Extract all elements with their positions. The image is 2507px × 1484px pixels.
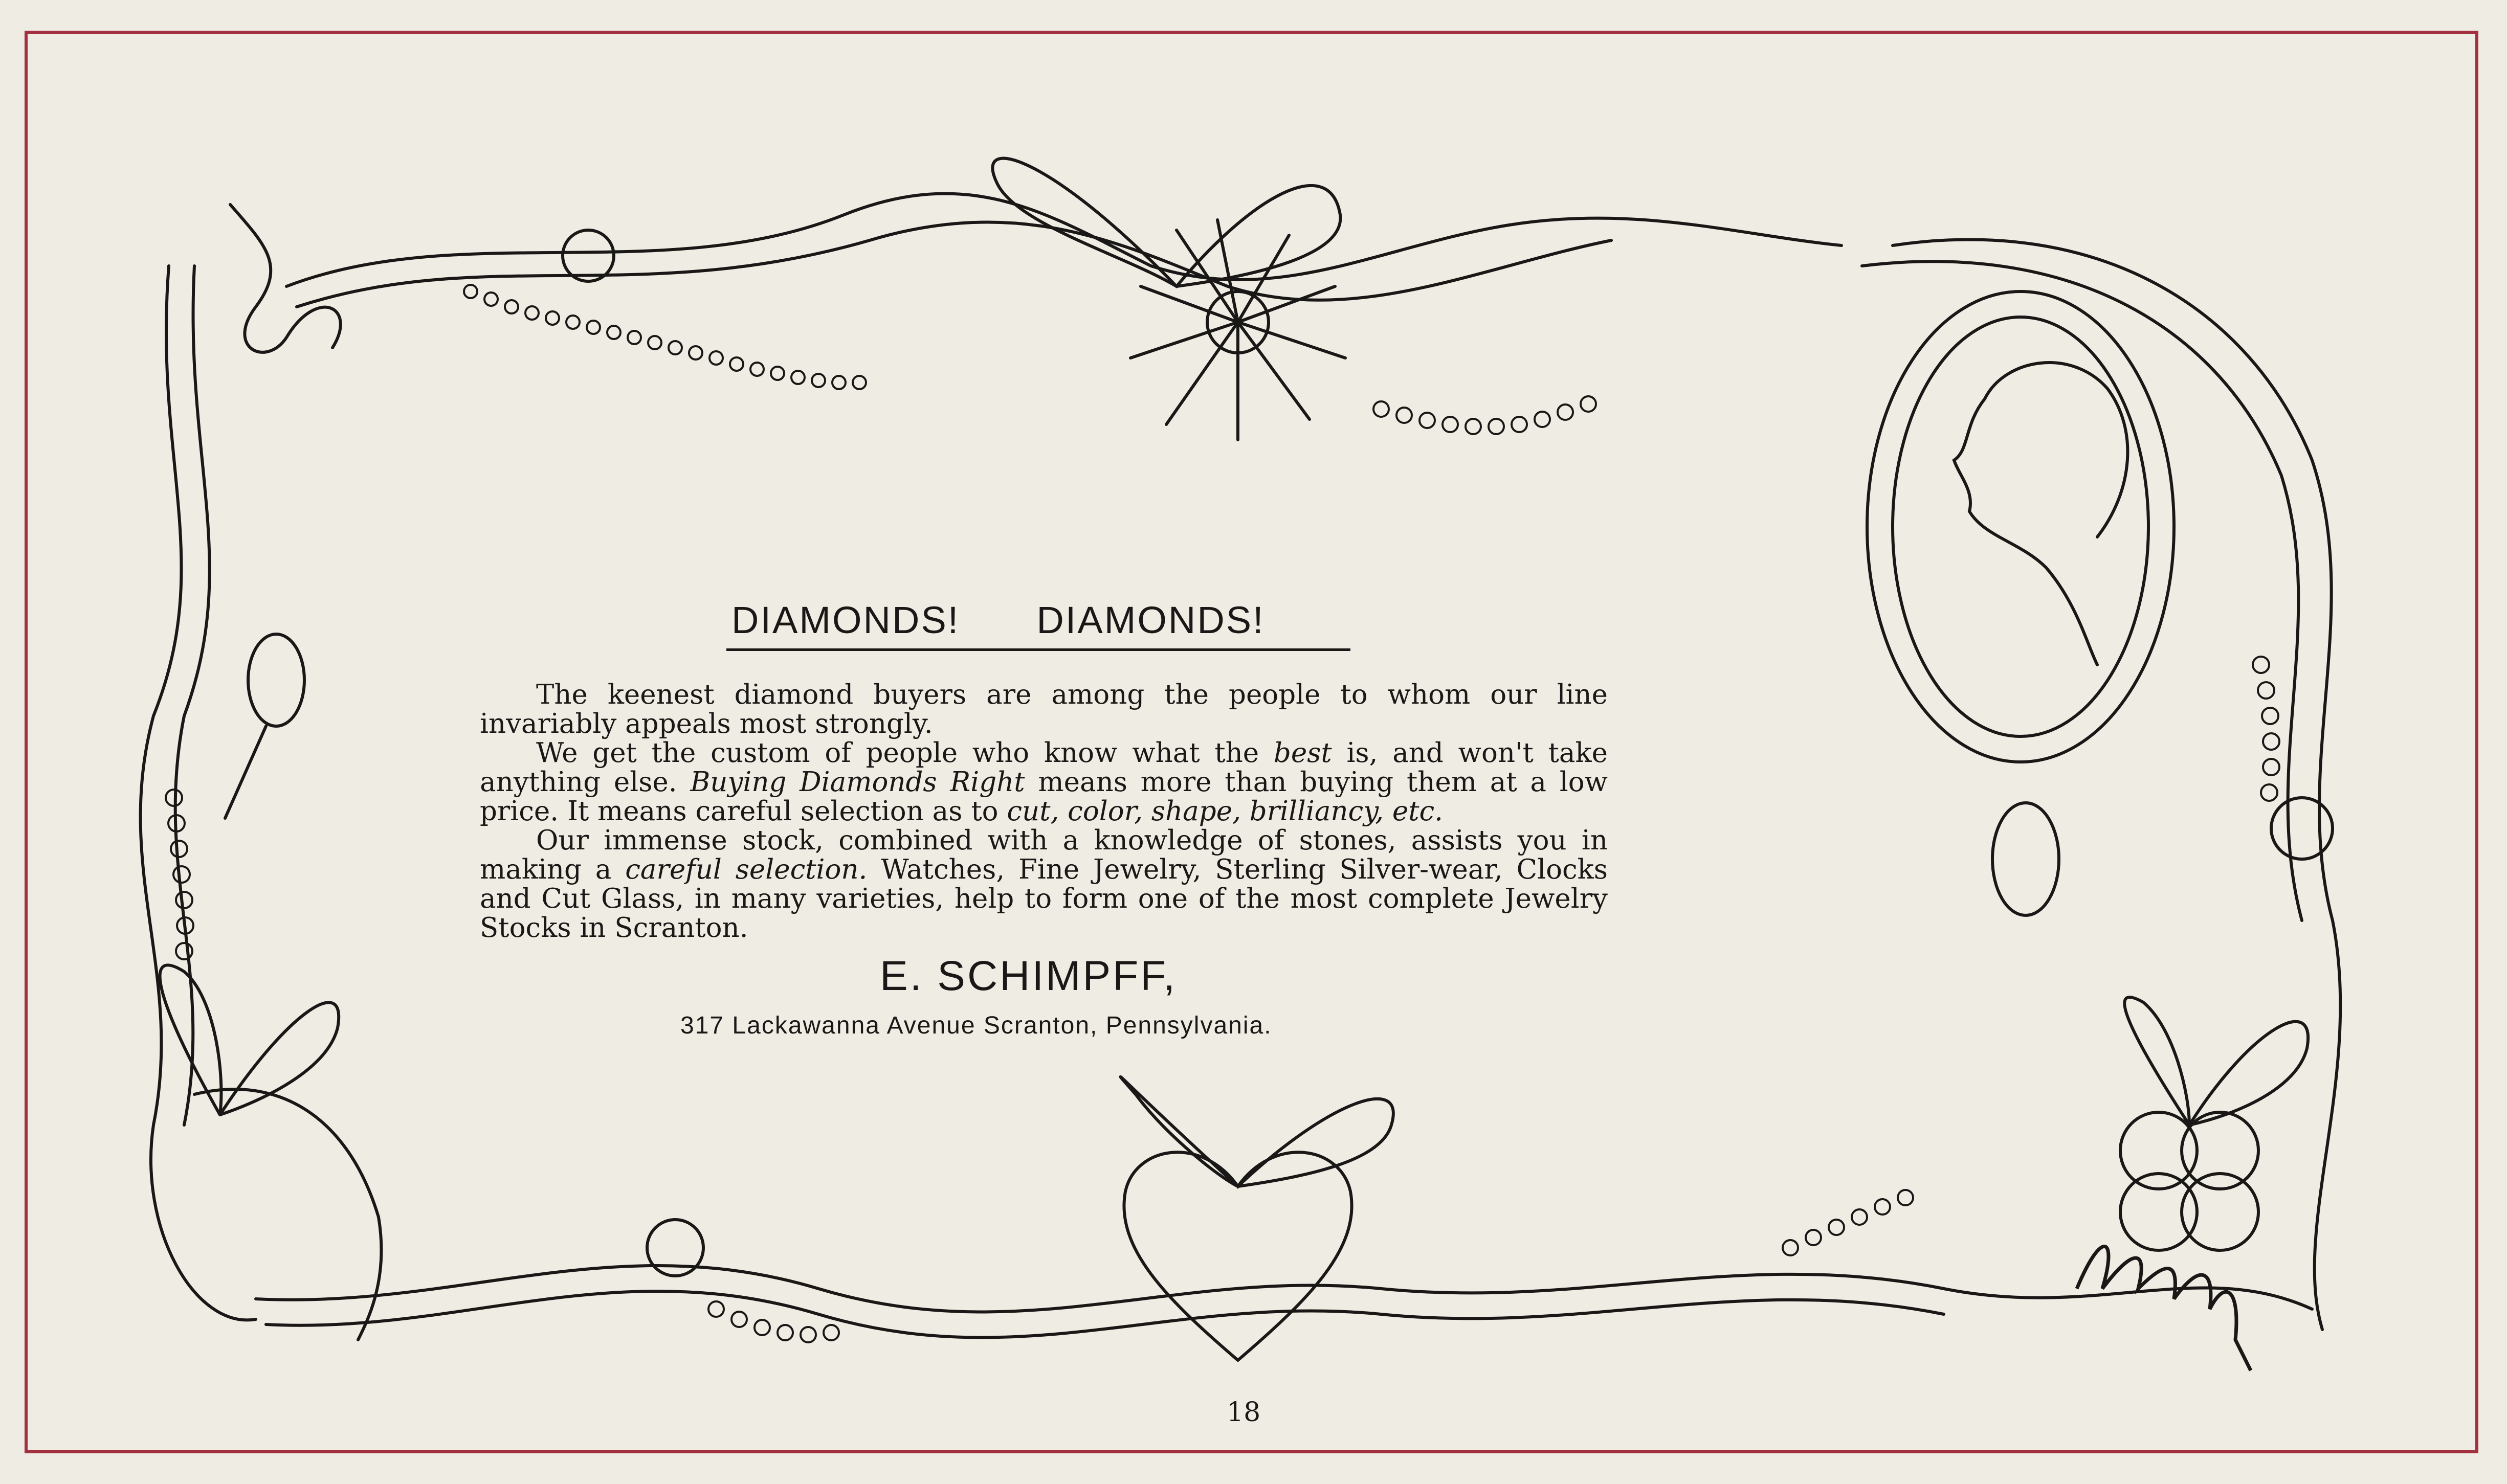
paragraph-1: The keenest diamond buyers are among the people to whom our line invariably appeals most strongly. <box>480 679 1608 739</box>
right-bow <box>2124 997 2308 1125</box>
headline-left: DIAMONDS! <box>731 599 960 641</box>
crescent-brooch <box>194 1089 381 1340</box>
artist-signature <box>2077 1246 2251 1370</box>
cameo-portrait-frame <box>1867 291 2174 762</box>
ad-body-copy <box>480 680 1608 942</box>
left-ribbon-2 <box>175 266 210 1125</box>
p2-text-b: is, and won't take anything else. <box>480 737 1608 798</box>
page-number: 18 <box>1227 1397 1261 1428</box>
stick-pin <box>225 726 266 818</box>
paragraph-3 <box>480 826 1608 942</box>
four-leaf-clover <box>2120 1112 2258 1250</box>
p3-careful: careful selection. <box>625 854 868 885</box>
merchant-name: E. SCHIMPFF, <box>880 953 1178 999</box>
headline-right: DIAMONDS! <box>1036 599 1265 641</box>
cameo-portrait-inner <box>1893 317 2148 736</box>
p2-text-c: means more than buying them at a low price. It means careful selection as to <box>480 767 1608 827</box>
left-bow <box>160 965 339 1115</box>
headline <box>731 598 1350 642</box>
bottom-ribbon-2 <box>266 1291 1944 1338</box>
top-bow <box>992 159 1340 286</box>
bottom-bow <box>1121 1077 1393 1186</box>
p3-text-a: Our immense stock, combined with a knowledge of stones, assists you in making a <box>480 825 1608 885</box>
headline-underline <box>726 648 1350 651</box>
ring-right <box>2271 798 2333 859</box>
paragraph-2 <box>480 738 1608 826</box>
fleur-brooch <box>230 205 341 352</box>
heart-locket <box>1124 1152 1351 1360</box>
pendant-drop <box>1992 803 2059 915</box>
ring-top <box>563 230 614 281</box>
p2-attrs: cut, color, shape, brilliancy, etc. <box>1007 796 1444 827</box>
bottom-ribbon <box>256 1266 2312 1312</box>
p3-text-b: Watches, Fine Jewelry, Sterling Silver-wear, Clocks and Cut Glass, in many varieties, help to form one of the most complete Jewelry Stocks in Scranton. <box>480 854 1608 943</box>
cameo-hair <box>1985 363 2127 537</box>
p2-best: best <box>1273 737 1332 769</box>
cameo-profile <box>1954 399 2097 665</box>
oval-stone-pin <box>248 634 304 726</box>
p2-text-a: We get the custom of people who know what the <box>536 737 1274 769</box>
right-ribbon-2 <box>1862 261 2302 920</box>
p2-brand: Buying Diamonds Right <box>690 767 1025 798</box>
merchant-address: 317 Lackawanna Avenue Scranton, Pennsylvania. <box>680 1012 1272 1039</box>
